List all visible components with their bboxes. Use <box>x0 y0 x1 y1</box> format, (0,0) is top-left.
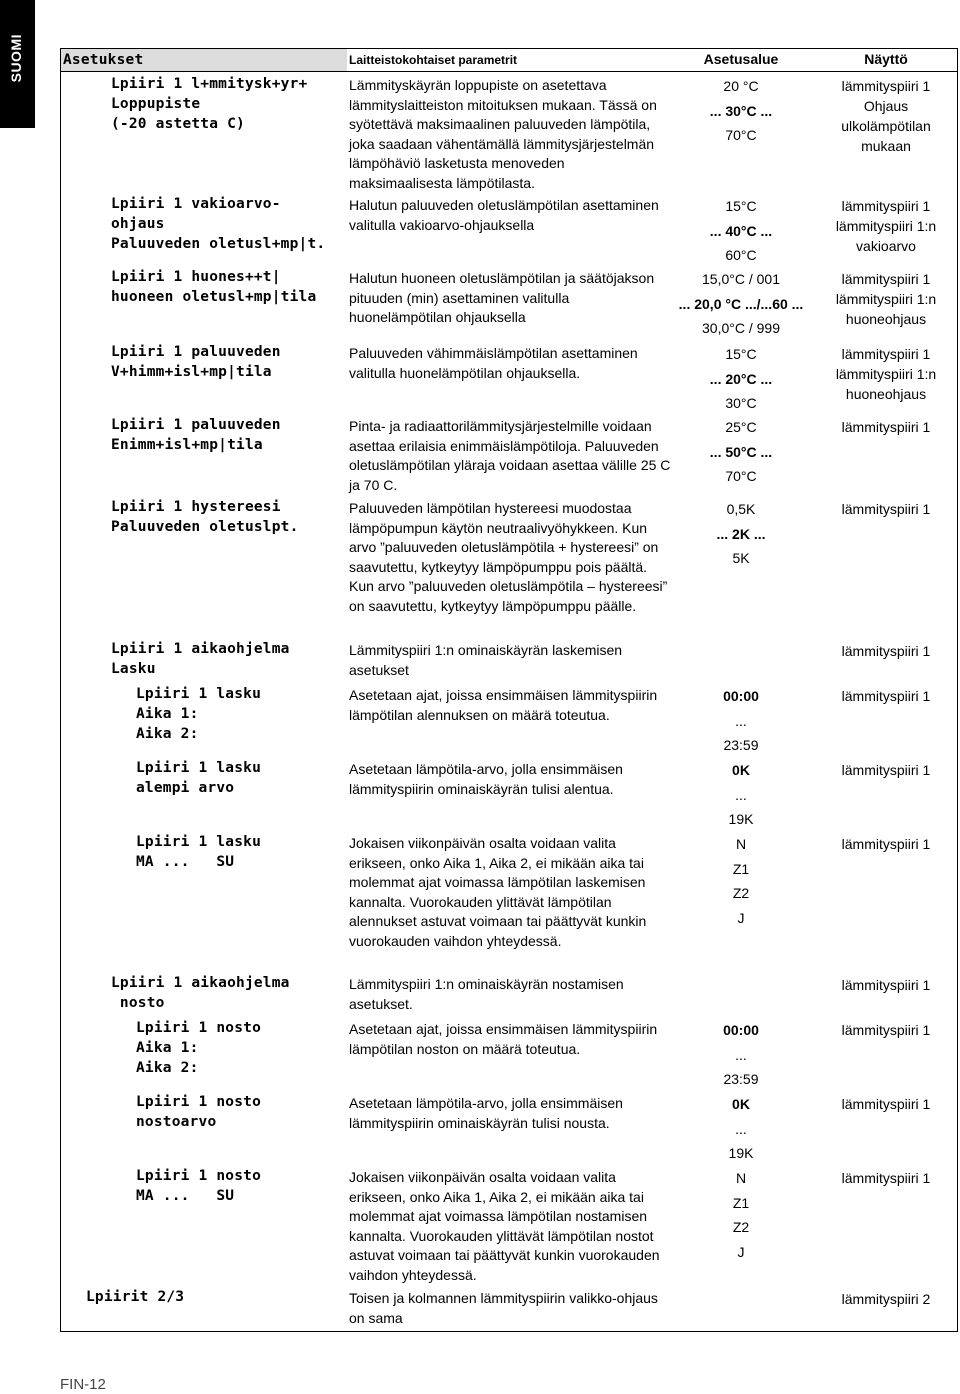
setting-range-value: ... <box>735 1046 747 1063</box>
display-label: lämmityspiiri 1 <box>841 688 931 704</box>
setting-range-value: N <box>735 1170 747 1186</box>
display-label: huoneohjaus <box>845 311 927 327</box>
setting-range-value: J <box>737 909 745 926</box>
settings-table <box>60 48 958 1332</box>
lcd-line: Lpiiri 1 huones++t| <box>111 269 281 285</box>
setting-range-value: 5K <box>732 550 750 566</box>
setting-range-value: 0,5K <box>726 501 756 517</box>
lcd-line: Lpiiri 1 paluuveden <box>111 344 281 360</box>
parameter-description: Jokaisen viikonpäivän osalta voidaan valita erikseen, onko Aika 1, Aika 2, ei mikään aika tai molemmat ajat voimassa lämpötilan nostamisen kannalta. Vuorokauden ylittävät lämpötilan nostot astuvat voimaan tai päättyvät kunkin vuorokauden vaihdon yhteydessä. <box>349 1169 660 1283</box>
setting-range-value: 70°C <box>725 468 757 484</box>
setting-range-value: Z1 <box>732 1194 750 1211</box>
parameter-description: Toisen ja kolmannen lämmityspiirin valikko-ohjaus on sama <box>349 1290 658 1326</box>
display-label: lämmityspiiri 1 <box>841 198 931 214</box>
lcd-line: huoneen oletusl+mp|tila <box>111 289 317 305</box>
parameter-description: Asetetaan lämpötila-arvo, jolla ensimmäisen lämmityspiirin ominaiskäyrän tulisi alentua. <box>349 761 623 797</box>
setting-range-value: 00:00 <box>723 688 759 704</box>
lcd-line: Lpiirit 2/3 <box>86 1289 185 1305</box>
setting-range-value: 15,0°C / 001 <box>702 271 780 287</box>
lcd-line: nosto <box>111 995 165 1011</box>
parameter-description: Lämmityskäyrän loppupiste on asetettava lämmityslaitteiston mitoituksen mukaan. Tässä on syötettävä maksimaalinen paluuveden lämpötila, joka saadaan vähentämällä lämmitysjärjestelmän lämpöhäviö lasketusta menoveden maksimaalisesta lämpötilasta. <box>349 77 657 191</box>
lcd-line: Lpiiri 1 lasku <box>136 834 262 850</box>
lcd-line: Lpiiri 1 vakioarvo- <box>111 196 281 212</box>
lcd-line: Lpiiri 1 hystereesi <box>111 499 281 515</box>
lcd-line: Lpiiri 1 aikaohjelma <box>111 641 290 657</box>
parameter-description: Paluuveden vähimmäislämpötilan asettaminen valitulla huonelämpötilan ohjauksella. <box>349 345 638 381</box>
lcd-line: alempi arvo <box>136 780 235 796</box>
language-label: SUOMI <box>8 34 24 83</box>
header-settings: Asetukset <box>63 52 144 68</box>
setting-range-value: ... 2K ... <box>716 525 766 542</box>
header-range: Asetusalue <box>703 51 779 67</box>
lcd-line: Loppupiste <box>111 96 201 112</box>
setting-range-value: 60°C <box>725 247 757 263</box>
lcd-line: Lpiiri 1 paluuveden <box>111 417 281 433</box>
display-label: lämmityspiiri 1 <box>841 271 931 287</box>
parameter-description: Halutun paluuveden oletuslämpötilan asettaminen valitulla vakioarvo-ohjauksella <box>349 197 659 233</box>
lcd-line: MA ... SU <box>136 854 235 870</box>
lcd-line: Paluuveden oletuslpt. <box>111 519 299 535</box>
display-label: lämmityspiiri 1:n <box>835 218 937 234</box>
parameter-description: Asetetaan ajat, joissa ensimmäisen lämmityspiirin lämpötilan alennuksen on määrä toteutua. <box>349 687 658 723</box>
lcd-line: Aika 2: <box>136 726 199 742</box>
setting-range-value: 25°C <box>725 419 757 435</box>
lcd-line: Lpiiri 1 nosto <box>136 1020 262 1036</box>
lcd-line: Aika 1: <box>136 1040 199 1056</box>
setting-range-value: ... <box>735 1120 747 1137</box>
setting-range-value: ... 30°C ... <box>709 102 773 119</box>
header-display: Näyttö <box>864 51 908 67</box>
parameter-description: Paluuveden lämpötilan hystereesi muodostaa lämpöpumpun käytön neutraalivyöhykkeen. Kun arvo ”paluuveden oletuslämpötila + hystereesi” on saavutettu, kytkeytyy lämpöpumppu pois päältä. Kun arvo ”paluuveden oletuslämpötila – hystereesi” on saavutettu, kytkeytyy lämpöpumppu päälle. <box>349 500 668 614</box>
display-label: lämmityspiiri 1 <box>841 643 931 659</box>
lcd-line: Lpiiri 1 l+mmitysk+yr+ <box>111 76 308 92</box>
setting-range-value: 19K <box>728 1145 754 1161</box>
setting-range-value: ... 20,0 °C .../...60 ... <box>678 295 804 312</box>
display-label: lämmityspiiri 1:n <box>835 291 937 307</box>
setting-range-value: N <box>735 836 747 852</box>
display-label: lämmityspiiri 1 <box>841 836 931 852</box>
display-label: lämmityspiiri 2 <box>841 1291 931 1307</box>
setting-range-value: 23:59 <box>723 737 759 753</box>
setting-range-value: 00:00 <box>723 1022 759 1038</box>
setting-range-value: 30°C <box>725 395 757 411</box>
setting-range-value: Z1 <box>732 860 750 877</box>
page-number: FIN-12 <box>60 1376 106 1393</box>
display-label: ulkolämpötilan <box>841 118 931 134</box>
lcd-line: Lasku <box>111 661 156 677</box>
setting-range-value: ... 40°C ... <box>709 222 773 239</box>
display-label: mukaan <box>861 138 911 154</box>
setting-range-value: Z2 <box>732 885 750 901</box>
display-label: huoneohjaus <box>845 386 927 402</box>
display-label: lämmityspiiri 1 <box>841 346 931 362</box>
header-parameters: Laitteistokohtaiset parametrit <box>349 53 518 67</box>
setting-range-value: 70°C <box>725 127 757 143</box>
display-label: lämmityspiiri 1 <box>841 1096 931 1112</box>
display-label: lämmityspiiri 1 <box>841 977 931 993</box>
display-label: lämmityspiiri 1 <box>841 1170 931 1186</box>
lcd-line: V+himm+isl+mp|tila <box>111 364 272 380</box>
display-label: lämmityspiiri 1 <box>841 419 931 435</box>
setting-range-value: 15°C <box>725 346 757 362</box>
setting-range-value: 30,0°C / 999 <box>702 320 780 336</box>
setting-range-value: ... 20°C ... <box>709 370 773 387</box>
display-label: lämmityspiiri 1 <box>841 762 931 778</box>
setting-range-value: 23:59 <box>723 1071 759 1087</box>
lcd-line: ohjaus <box>111 216 165 232</box>
lcd-line: Lpiiri 1 nosto <box>136 1094 262 1110</box>
lcd-line: Lpiiri 1 nosto <box>136 1168 262 1184</box>
lcd-line: Lpiiri 1 aikaohjelma <box>111 975 290 991</box>
lcd-line: Enimm+isl+mp|tila <box>111 437 263 453</box>
lcd-line: nostoarvo <box>136 1114 217 1130</box>
display-label: vakioarvo <box>856 238 916 254</box>
setting-range-value: ... <box>735 786 747 803</box>
setting-range-value: J <box>737 1243 745 1260</box>
parameter-description: Asetetaan ajat, joissa ensimmäisen lämmityspiirin lämpötilan noston on määrä toteutua. <box>349 1021 658 1057</box>
display-label: lämmityspiiri 1 <box>841 501 931 517</box>
lcd-line: (-20 astetta C) <box>111 116 245 132</box>
parameter-description: Jokaisen viikonpäivän osalta voidaan valita erikseen, onko Aika 1, Aika 2, ei mikään aika tai molemmat ajat voimassa lämpötilan laskemisen kannalta. Vuorokauden ylittävät lämpötilan alennukset astuvat voimaan tai päättyvät kunkin vuorokauden vaihdon yhteydessä. <box>349 835 647 949</box>
lcd-line: Lpiiri 1 lasku <box>136 686 262 702</box>
parameter-description: Lämmityspiiri 1:n ominaiskäyrän nostamisen asetukset. <box>349 976 624 1012</box>
setting-range-value: ... <box>735 712 747 729</box>
display-label: lämmityspiiri 1 <box>841 1022 931 1038</box>
table-header <box>61 49 957 72</box>
setting-range-value: 15°C <box>725 198 757 214</box>
display-label: lämmityspiiri 1 <box>841 78 931 94</box>
setting-range-value: Z2 <box>732 1219 750 1235</box>
setting-range-value: 0K <box>732 762 750 778</box>
lcd-line: Aika 2: <box>136 1060 199 1076</box>
setting-range-value: 0K <box>732 1096 750 1112</box>
setting-range-value: 19K <box>728 811 754 827</box>
setting-range-value: 20 °C <box>723 78 759 94</box>
lcd-line: Aika 1: <box>136 706 199 722</box>
language-side-tab <box>0 0 35 128</box>
lcd-line: Paluuveden oletusl+mp|t. <box>111 236 326 252</box>
setting-range-value: ... 50°C ... <box>709 443 773 460</box>
parameter-description: Asetetaan lämpötila-arvo, jolla ensimmäisen lämmityspiirin ominaiskäyrän tulisi nousta. <box>349 1095 623 1131</box>
parameter-description: Lämmityspiiri 1:n ominaiskäyrän laskemisen asetukset <box>349 642 623 678</box>
lcd-line: MA ... SU <box>136 1188 235 1204</box>
display-label: Ohjaus <box>863 98 909 114</box>
display-label: lämmityspiiri 1:n <box>835 366 937 382</box>
parameter-description: Halutun huoneen oletuslämpötilan ja säätöjakson pituuden (min) asettaminen valitulla huonelämpötilan ohjauksella <box>349 270 655 325</box>
parameter-description: Pinta- ja radiaattorilämmitysjärjestelmille voidaan asettaa erilaisia enimmäislämpötiloja. Paluuveden oletuslämpötilan yläraja voidaan asettaa välille 25 C ja 70 C. <box>349 418 671 493</box>
lcd-line: Lpiiri 1 lasku <box>136 760 262 776</box>
